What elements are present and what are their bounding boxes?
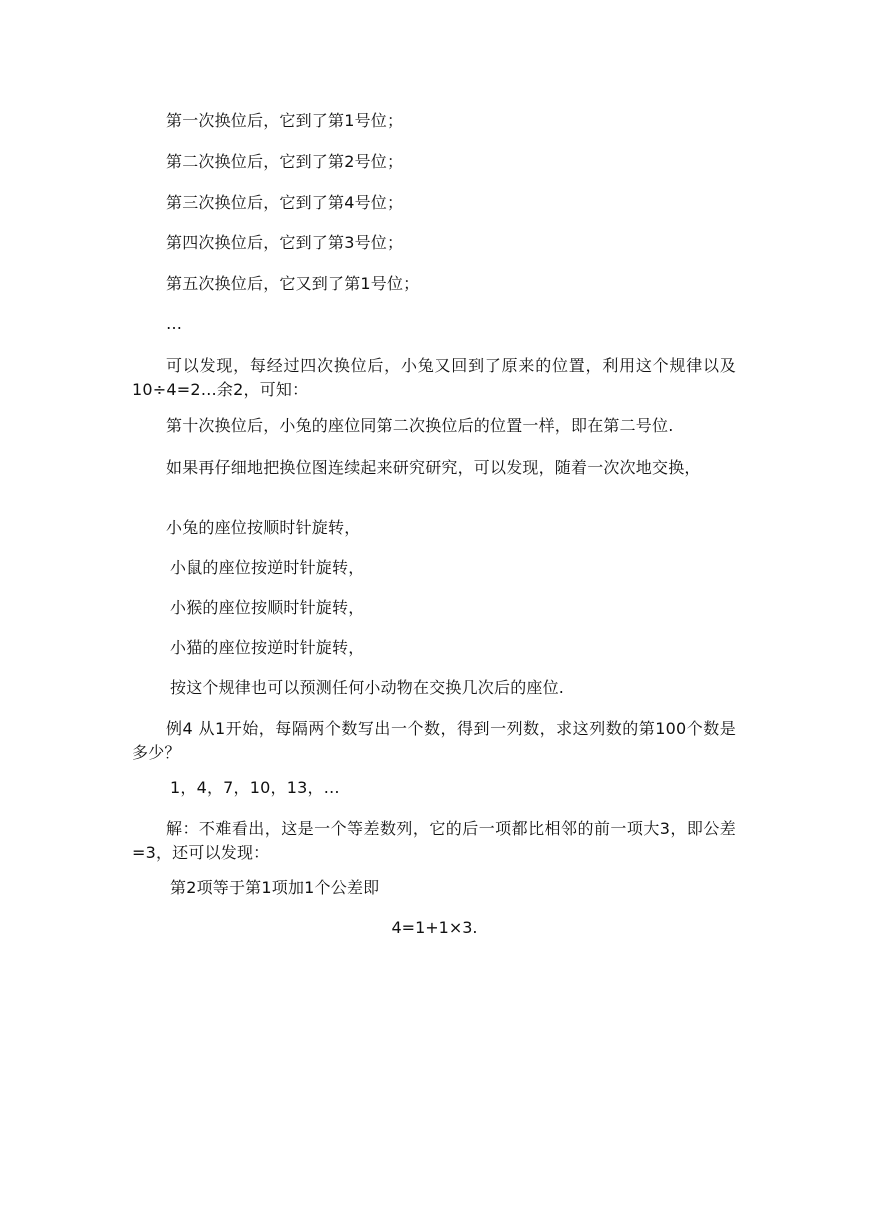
sequence-line: 1，4，7，10，13，… — [170, 778, 340, 797]
text-line-1: 第一次换位后，它到了第1号位； — [166, 111, 404, 130]
text-line-mouse: 小鼠的座位按逆时针旋转， — [170, 558, 365, 577]
text-line-cat: 小猫的座位按逆时针旋转， — [170, 638, 365, 657]
text-line-4: 第四次换位后，它到了第3号位； — [166, 233, 404, 252]
ellipsis-line: … — [166, 314, 183, 333]
text-line-rabbit: 小兔的座位按顺时针旋转， — [166, 518, 361, 537]
text-line-monkey: 小猴的座位按顺时针旋转， — [170, 598, 365, 617]
paragraph-pattern: 可以发现，每经过四次换位后，小兔又回到了原来的位置，利用这个规律以及10÷4=2…余2，可知： — [132, 356, 736, 399]
text-line-rule: 按这个规律也可以预测任何小动物在交换几次后的座位. — [170, 678, 565, 697]
text-line-3: 第三次换位后，它到了第4号位； — [166, 193, 404, 212]
paragraph-rotation: 如果再仔细地把换位图连续起来研究研究，可以发现，随着一次次地交换， — [166, 458, 701, 477]
paragraph-solution: 解：不难看出，这是一个等差数列，它的后一项都比相邻的前一项大3，即公差=3，还可以发现： — [132, 819, 736, 862]
text-line-tenth: 第十次换位后，小兔的座位同第二次换位后的位置一样，即在第二号位. — [166, 416, 674, 435]
equation-line: 4=1+1×3. — [391, 918, 478, 937]
text-line-2: 第二次换位后，它到了第2号位； — [166, 152, 404, 171]
text-line-second-term: 第2项等于第1项加1个公差即 — [170, 878, 380, 897]
text-line-5: 第五次换位后，它又到了第1号位； — [166, 274, 420, 293]
paragraph-example4: 例4 从1开始，每隔两个数写出一个数，得到一列数，求这列数的第100个数是多少？ — [132, 719, 736, 762]
